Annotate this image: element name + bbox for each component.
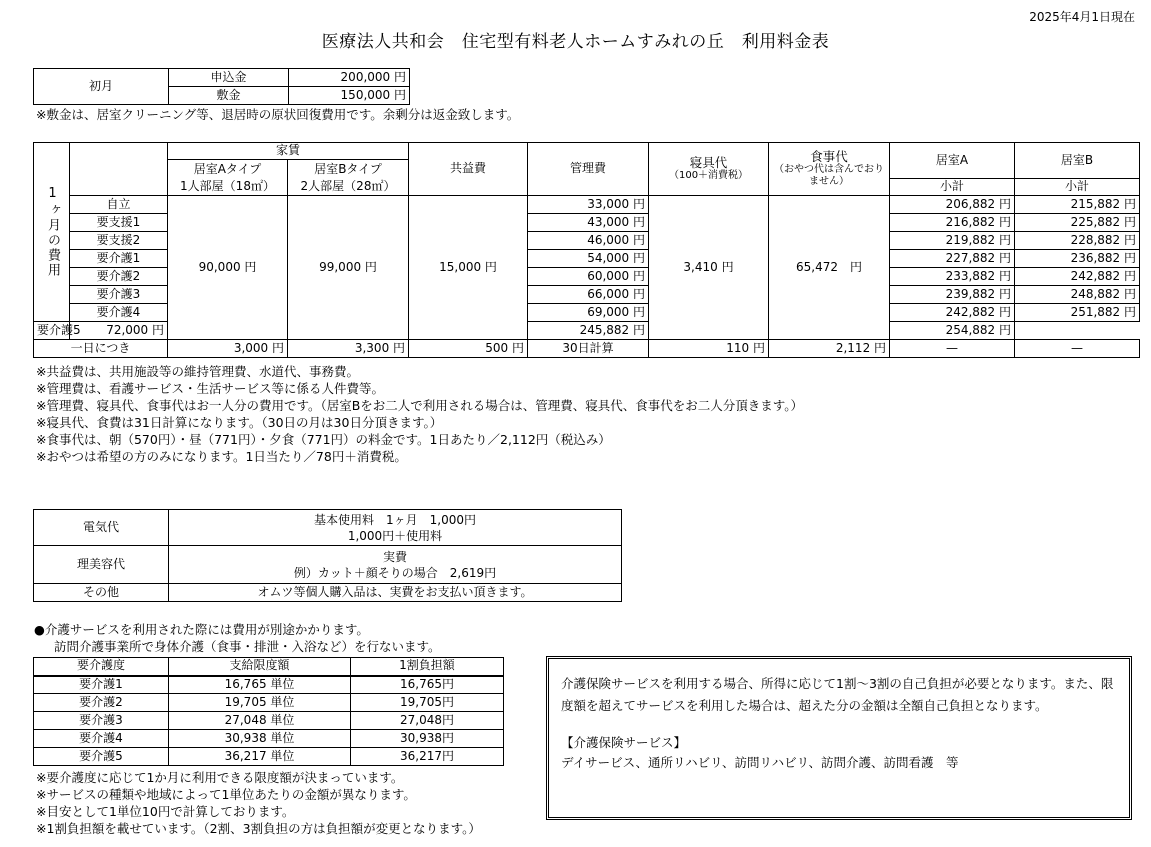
note-line: ※寝具代、食費は31日計算になります。（30日の月は30日分頂きます。） [36,415,443,430]
care-intro-sub: 訪問介護事業所で身体介護（食事・排泄・入浴など）を行ないます。 [54,639,441,654]
header-blank [70,143,168,196]
note-line: ※サービスの種類や地域によって1単位あたりの金額が異なります。 [36,787,416,802]
bedding-fee-monthly: 3,410 円 [649,196,769,340]
management-fee: 66,000 円 [528,286,649,304]
note-line: ※管理費、寝具代、食事代はお一人分の費用です。（居室Bをお二人で利用される場合は、管理費、寝具代、食事代をお二人分頂きます。） [36,398,804,413]
note-line: ※管理費は、看護サービス・生活サービス等に係る人件費等。 [36,381,384,396]
management-fee: 54,000 円 [528,250,649,268]
room-a-subtotal-header: 小計 [890,179,1015,196]
electric-detail: 基本使用料 1ヶ月 1,000円 1,000円＋使用料 [169,510,622,546]
daily-label: 一日につき [34,340,168,358]
care-header-level: 要介護度 [34,658,169,676]
initial-note: ※敷金は、居室クリーニング等、退居時の原状回復費用です。余剰分は返金致します。 [36,107,520,122]
note-line: ※目安として1単位10円で計算しております。 [36,804,295,819]
management-fee: 60,000 円 [528,268,649,286]
care-limit: 36,217 単位 [169,748,351,766]
monthly-fee-table [33,142,1140,358]
note-line: ※1割負担額を載せています。（2割、3割負担の方は負担額が変更となります。） [36,821,481,836]
care-cost: 36,217円 [351,748,504,766]
deposit-application-amount: 200,000 円 [289,69,410,87]
room-a-subtotal: 233,882 円 [890,268,1015,286]
management-fee: 72,000 円 [70,322,168,340]
room-a-subtotal: 219,882 円 [890,232,1015,250]
care-level: 要介護2 [70,268,168,286]
care-limit: 19,705 単位 [169,694,351,712]
daily-common-fee: 500 円 [409,340,528,358]
care-level: 要介護3 [34,712,169,730]
care-cost: 27,048円 [351,712,504,730]
room-a-subtotal: 245,882 円 [528,322,649,340]
care-limit: 27,048 単位 [169,712,351,730]
care-limit: 16,765 単位 [169,676,351,694]
room-a-type-header: 居室Aタイプ 1人部屋（18㎡） [168,160,288,196]
room-b-subtotal: 254,882 円 [890,322,1015,340]
misc-label: その他 [34,584,169,602]
room-a-subtotal: 216,882 円 [890,214,1015,232]
management-fee-header: 管理費 [528,143,649,196]
room-b-subtotal: 228,882 円 [1015,232,1140,250]
other-fee-table [33,509,622,602]
note-line: ※共益費は、共用施設等の維持管理費、水道代、事務費。 [36,364,359,379]
care-notes [36,769,481,837]
care-level: 要支援1 [70,214,168,232]
common-fee-monthly: 15,000 円 [409,196,528,340]
meal-fee-monthly: 65,472 円 [769,196,890,340]
care-limit-table [33,657,504,766]
rent-header: 家賃 [168,143,409,160]
room-b-subtotal-header: 小計 [1015,179,1140,196]
bedding-fee-header: 寝具代 （100＋消費税） [649,143,769,196]
care-limit: 30,938 単位 [169,730,351,748]
daily-rent-a: 3,000 円 [168,340,288,358]
room-b-subtotal: 248,882 円 [1015,286,1140,304]
room-a-subtotal: 242,882 円 [890,304,1015,322]
security-deposit-amount: 150,000 円 [289,87,410,105]
beauty-label: 理美容代 [34,546,169,584]
care-level: 要介護1 [70,250,168,268]
care-level: 要介護4 [70,304,168,322]
deposit-application-label: 申込金 [169,69,289,87]
room-b-total-header: 居室B [1015,143,1140,179]
note-line: ※おやつは希望の方のみになります。1日当たり／78円＋消費税。 [36,449,407,464]
care-level: 要支援2 [70,232,168,250]
care-level: 自立 [70,196,168,214]
care-insurance-info-box [546,656,1132,820]
room-a-subtotal: 239,882 円 [890,286,1015,304]
room-b-subtotal: 242,882 円 [1015,268,1140,286]
care-level: 要介護3 [70,286,168,304]
care-level: 要介護5 [34,322,70,340]
room-b-type-header: 居室Bタイプ 2人部屋（28㎡） [288,160,409,196]
management-fee: 43,000 円 [528,214,649,232]
daily-bedding-fee: 110 円 [649,340,769,358]
room-b-subtotal: 225,882 円 [1015,214,1140,232]
room-a-subtotal: 227,882 円 [890,250,1015,268]
initial-fee-table [33,68,410,105]
management-fee: 46,000 円 [528,232,649,250]
daily-room-a: — [890,340,1015,358]
misc-detail: オムツ等個人購入品は、実費をお支払い頂きます。 [169,584,622,602]
info-box-services-title: 【介護保険サービス】 [561,735,687,750]
care-cost: 19,705円 [351,694,504,712]
note-line: ※要介護度に応じて1か月に利用できる限度額が決まっています。 [36,770,404,785]
info-box-services: デイサービス、通所リハビリ、訪問リハビリ、訪問介護、訪問看護 等 [561,755,959,770]
security-deposit-label: 敷金 [169,87,289,105]
care-level: 要介護1 [34,676,169,694]
care-intro: ●介護サービスを利用された際には費用が別途かかります。 [34,622,369,637]
meal-fee-header: 食事代 （おやつ代は含んでおりません） [769,143,890,196]
daily-management-fee: 30日計算 [528,340,649,358]
initial-label: 初月 [34,69,169,105]
monthly-side-label: 1ヶ月の費用 [34,143,70,322]
document-date: 2025年4月1日現在 [1029,10,1135,24]
monthly-notes [36,363,803,465]
management-fee: 33,000 円 [528,196,649,214]
daily-room-b: — [1015,340,1140,358]
page-title: 医療法人共和会 住宅型有料老人ホームすみれの丘 利用料金表 [321,32,830,52]
rent-b-monthly: 99,000 円 [288,196,409,340]
beauty-detail: 実費 例）カット＋顔そりの場合 2,619円 [169,546,622,584]
care-level: 要介護5 [34,748,169,766]
care-level: 要介護2 [34,694,169,712]
daily-meal-fee: 2,112 円 [769,340,890,358]
care-level: 要介護4 [34,730,169,748]
room-b-subtotal: 236,882 円 [1015,250,1140,268]
note-line: ※食事代は、朝（570円）・昼（771円）・夕食（771円）の料金です。1日あたり／2,112円（税込み） [36,432,611,447]
room-b-subtotal: 251,882 円 [1015,304,1140,322]
daily-rent-b: 3,300 円 [288,340,409,358]
room-a-subtotal: 206,882 円 [890,196,1015,214]
care-cost: 30,938円 [351,730,504,748]
care-header-cost: 1割負担額 [351,658,504,676]
management-fee: 69,000 円 [528,304,649,322]
electric-label: 電気代 [34,510,169,546]
common-fee-header: 共益費 [409,143,528,196]
info-box-text: 介護保険サービスを利用する場合、所得に応じて1割～3割の自己負担が必要となります。また、限度額を超えてサービスを利用した場合は、超えた分の金額は全額自己負担となります。 [561,676,1114,713]
rent-a-monthly: 90,000 円 [168,196,288,340]
care-header-limit: 支給限度額 [169,658,351,676]
care-cost: 16,765円 [351,676,504,694]
room-a-total-header: 居室A [890,143,1015,179]
room-b-subtotal: 215,882 円 [1015,196,1140,214]
